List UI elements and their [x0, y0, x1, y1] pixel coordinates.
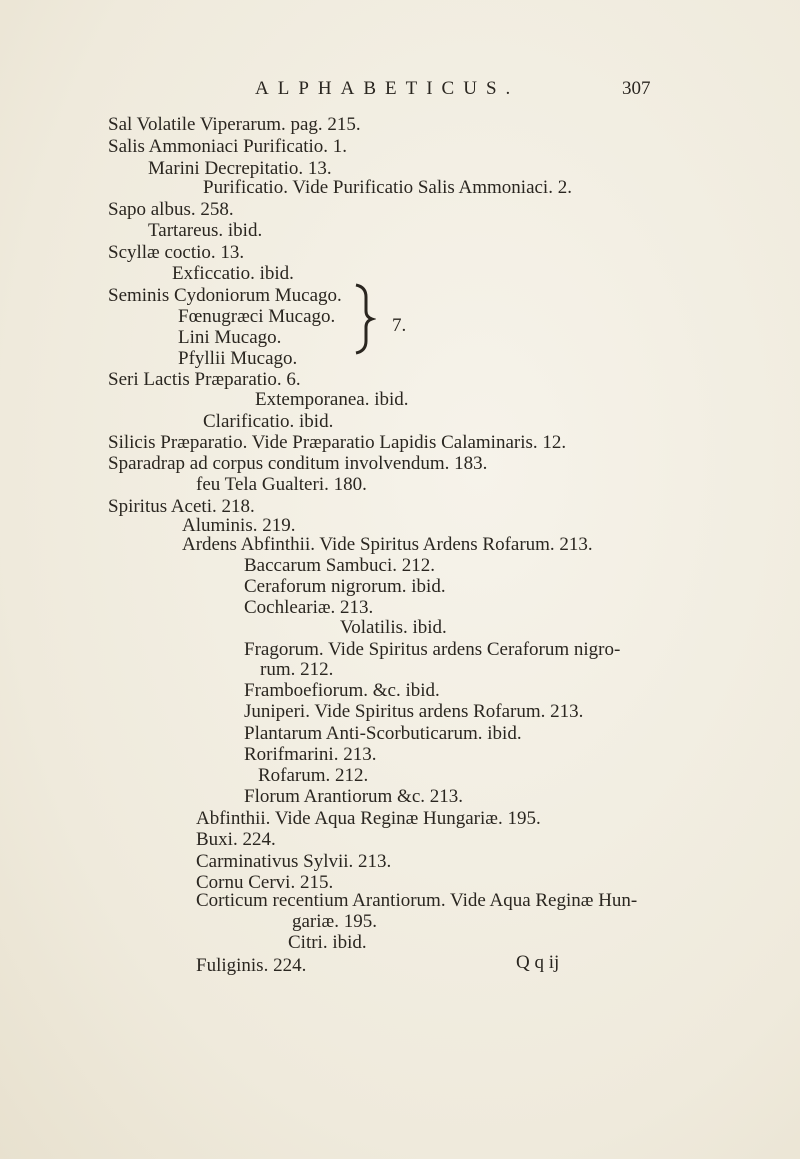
index-line: Salis Ammoniaci Purificatio. 1. — [108, 136, 348, 157]
index-line: Carminativus Sylvii. 213. — [196, 851, 392, 872]
index-line: Rorifmarini. 213. — [244, 744, 377, 765]
signature-mark: Q q ij — [516, 952, 560, 973]
index-line: Tartareus. ibid. — [148, 220, 263, 241]
running-header: ALPHABETICUS. — [255, 78, 520, 99]
index-line: Baccarum Sambuci. 212. — [244, 555, 436, 576]
index-line: Florum Arantiorum &c. 213. — [244, 786, 464, 807]
curly-brace — [352, 283, 376, 355]
index-line: Sal Volatile Viperarum. pag. 215. — [108, 114, 361, 135]
index-line: Fœnugræci Mucago. — [178, 306, 336, 327]
index-line: Buxi. 224. — [196, 829, 276, 850]
index-line: Marini Decrepitatio. 13. — [148, 158, 332, 179]
index-line: Juniperi. Vide Spiritus ardens Rofarum. 213. — [244, 701, 584, 722]
index-line: Scyllæ coctio. 13. — [108, 242, 245, 263]
index-line: Sapo albus. 258. — [108, 199, 234, 220]
index-line: Spiritus Aceti. 218. — [108, 496, 255, 517]
index-line: Clarificatio. ibid. — [203, 411, 334, 432]
index-line: Rofarum. 212. — [258, 765, 369, 786]
index-line: rum. 212. — [260, 659, 334, 680]
index-line: Corticum recentium Arantiorum. Vide Aqua Reginæ Hun- — [196, 890, 638, 911]
index-line: Fuliginis. 224. — [196, 955, 307, 976]
index-line: Silicis Præparatio. Vide Præparatio Lapidis Calaminaris. 12. — [108, 432, 567, 453]
index-line: Purificatio. Vide Purificatio Salis Ammoniaci. 2. — [203, 177, 572, 198]
index-line: Aluminis. 219. — [182, 515, 296, 536]
index-line: Ardens Abfinthii. Vide Spiritus Ardens Rofarum. 213. — [182, 534, 593, 555]
brace-page-number: 7. — [392, 315, 407, 336]
index-line: Extemporanea. ibid. — [255, 389, 409, 410]
index-line: Volatilis. ibid. — [340, 617, 447, 638]
index-line: Citri. ibid. — [288, 932, 367, 953]
index-line: gariæ. 195. — [292, 911, 377, 932]
index-line: Lini Mucago. — [178, 327, 282, 348]
index-line: Plantarum Anti-Scorbuticarum. ibid. — [244, 723, 522, 744]
index-line: Seminis Cydoniorum Mucago. — [108, 285, 342, 306]
index-line: Sparadrap ad corpus conditum involvendum. 183. — [108, 453, 488, 474]
index-line: Framboefiorum. &c. ibid. — [244, 680, 440, 701]
index-line: Exficcatio. ibid. — [172, 263, 294, 284]
index-line: Fragorum. Vide Spiritus ardens Ceraforum nigro- — [244, 639, 621, 660]
index-line: Pfyllii Mucago. — [178, 348, 298, 369]
index-line: Seri Lactis Præparatio. 6. — [108, 369, 301, 390]
page-number: 307 — [622, 78, 651, 99]
index-line: Abfinthii. Vide Aqua Reginæ Hungariæ. 195. — [196, 808, 541, 829]
index-line: feu Tela Gualteri. 180. — [196, 474, 367, 495]
index-line: Ceraforum nigrorum. ibid. — [244, 576, 446, 597]
index-line: Cornu Cervi. 215. — [196, 872, 334, 893]
index-line: Cochleariæ. 213. — [244, 597, 374, 618]
